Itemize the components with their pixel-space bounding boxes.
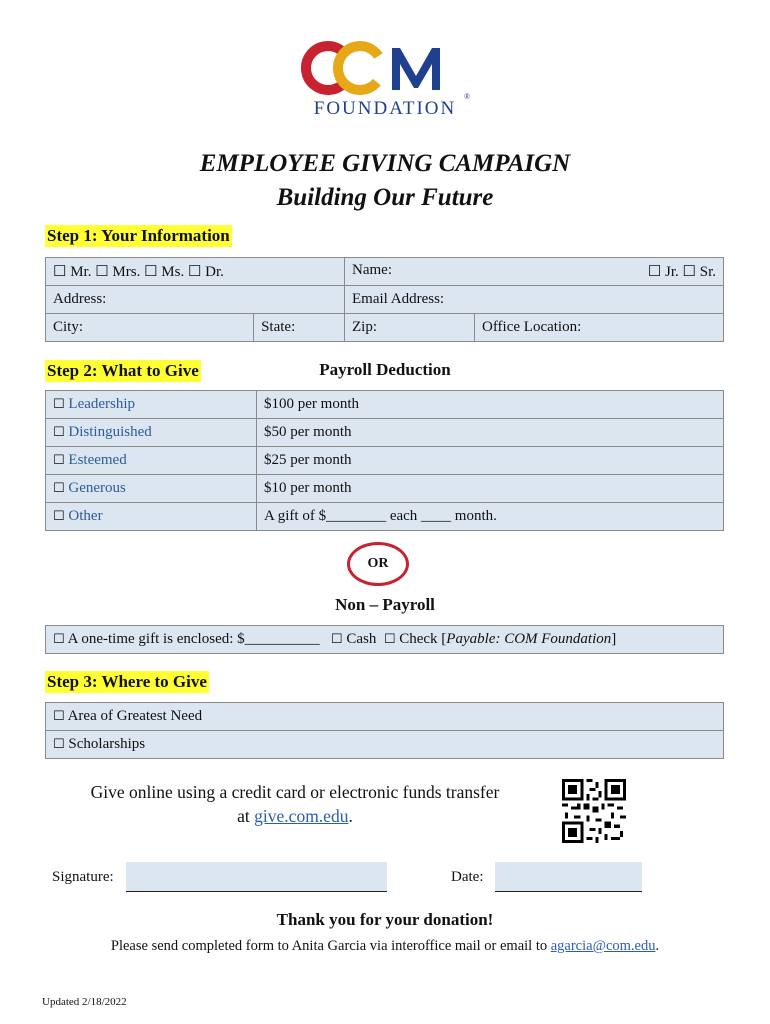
name-field[interactable]	[345, 258, 724, 286]
checkbox-icon[interactable]: ☐	[53, 481, 65, 496]
give-online-link[interactable]: give.com.edu	[254, 806, 349, 826]
giving-level-row[interactable]	[46, 391, 724, 419]
level-label: Distinguished	[68, 424, 152, 440]
where-to-give-table	[45, 702, 724, 759]
thank-you-text: Thank you for your donation!	[276, 910, 494, 929]
campaign-title: EMPLOYEE GIVING CAMPAIGN	[199, 150, 571, 177]
send-text: Please send completed form to Anita Garcia via interoffice mail or email to	[110, 938, 551, 954]
step2-heading: Step 2: What to Give	[47, 361, 199, 380]
email-label: Email Address:	[352, 291, 445, 307]
salutation-options: ☐ Mr. ☐ Mrs. ☐ Ms. ☐ Dr.	[53, 264, 224, 280]
salutation-field[interactable]	[46, 258, 345, 286]
payroll-deduction-heading: Payroll Deduction	[319, 360, 451, 379]
or-label: OR	[367, 556, 389, 571]
one-time-gift-label: A one-time gift is enclosed: $__________	[67, 631, 320, 647]
checkbox-icon[interactable]: ☐	[53, 737, 65, 752]
checkbox-icon[interactable]: ☐	[53, 709, 65, 724]
checkbox-icon[interactable]: ☐	[53, 453, 65, 468]
personal-info-table	[45, 257, 724, 342]
level-amount: $50 per month	[264, 424, 352, 440]
level-label: Generous	[68, 480, 126, 496]
step1-heading: Step 1: Your Information	[47, 226, 230, 245]
zip-field[interactable]	[345, 314, 475, 342]
level-amount: A gift of $________ each ____ month.	[264, 508, 497, 524]
level-label: Leadership	[68, 396, 136, 412]
giving-level-row[interactable]	[46, 447, 724, 475]
online-period: .	[348, 806, 353, 826]
step3-heading: Step 3: Where to Give	[47, 672, 207, 691]
designation-label: Scholarships	[68, 736, 146, 752]
logo-subtext: FOUNDATION	[313, 98, 457, 119]
address-label: Address:	[53, 291, 107, 307]
city-label: City:	[53, 319, 84, 335]
online-giving-text: Give online using a credit card or electronic funds transfer	[90, 782, 500, 802]
online-giving-link-line	[60, 804, 530, 828]
com-foundation-logo	[300, 40, 472, 120]
level-label: Esteemed	[68, 452, 127, 468]
date-label: Date:	[451, 869, 484, 885]
check-label: Check [	[399, 631, 447, 647]
qr-code	[562, 779, 626, 843]
campaign-subtitle: Building Our Future	[276, 184, 494, 211]
state-label: State:	[261, 319, 296, 335]
address-field[interactable]	[46, 286, 345, 314]
send-period: .	[655, 938, 660, 954]
office-location-field[interactable]	[475, 314, 724, 342]
signature-label: Signature:	[52, 869, 114, 885]
updated-date: Updated 2/18/2022	[42, 996, 127, 1008]
contact-email-link[interactable]: agarcia@com.edu	[550, 938, 656, 954]
checkbox-icon[interactable]: ☐	[383, 632, 396, 647]
name-label: Name:	[352, 262, 392, 278]
level-amount: $25 per month	[264, 452, 352, 468]
zip-label: Zip:	[352, 319, 377, 335]
giving-level-row[interactable]	[46, 503, 724, 531]
signature-field[interactable]	[126, 862, 387, 892]
send-instructions	[0, 938, 770, 955]
checkbox-icon[interactable]: ☐	[53, 632, 65, 647]
level-amount: $10 per month	[264, 480, 352, 496]
designation-row[interactable]	[46, 731, 724, 759]
suffix-options: ☐ Jr. ☐ Sr.	[647, 264, 716, 280]
or-badge	[347, 542, 409, 586]
non-payroll-heading: Non – Payroll	[335, 595, 435, 614]
email-field[interactable]	[345, 286, 724, 314]
online-at-text: at	[237, 806, 255, 826]
one-time-gift-table	[45, 625, 724, 654]
registered-mark: ®	[464, 92, 471, 101]
giving-level-row[interactable]	[46, 419, 724, 447]
level-amount: $100 per month	[264, 396, 359, 412]
office-location-label: Office Location:	[482, 319, 582, 335]
designation-label: Area of Greatest Need	[67, 708, 203, 724]
level-label: Other	[68, 508, 103, 524]
checkbox-icon[interactable]: ☐	[53, 509, 65, 524]
checkbox-icon[interactable]: ☐	[53, 425, 65, 440]
city-field[interactable]	[46, 314, 254, 342]
designation-row[interactable]	[46, 703, 724, 731]
one-time-gift-row[interactable]	[46, 626, 724, 654]
cash-label: Cash	[346, 631, 377, 647]
state-field[interactable]	[254, 314, 345, 342]
checkbox-icon[interactable]: ☐	[53, 397, 65, 412]
giving-levels-table	[45, 390, 724, 531]
payable-to-label: Payable: COM Foundation	[446, 631, 612, 647]
bracket-close: ]	[611, 631, 617, 647]
checkbox-icon[interactable]: ☐	[330, 632, 343, 647]
giving-level-row[interactable]	[46, 475, 724, 503]
date-field[interactable]	[495, 862, 642, 892]
